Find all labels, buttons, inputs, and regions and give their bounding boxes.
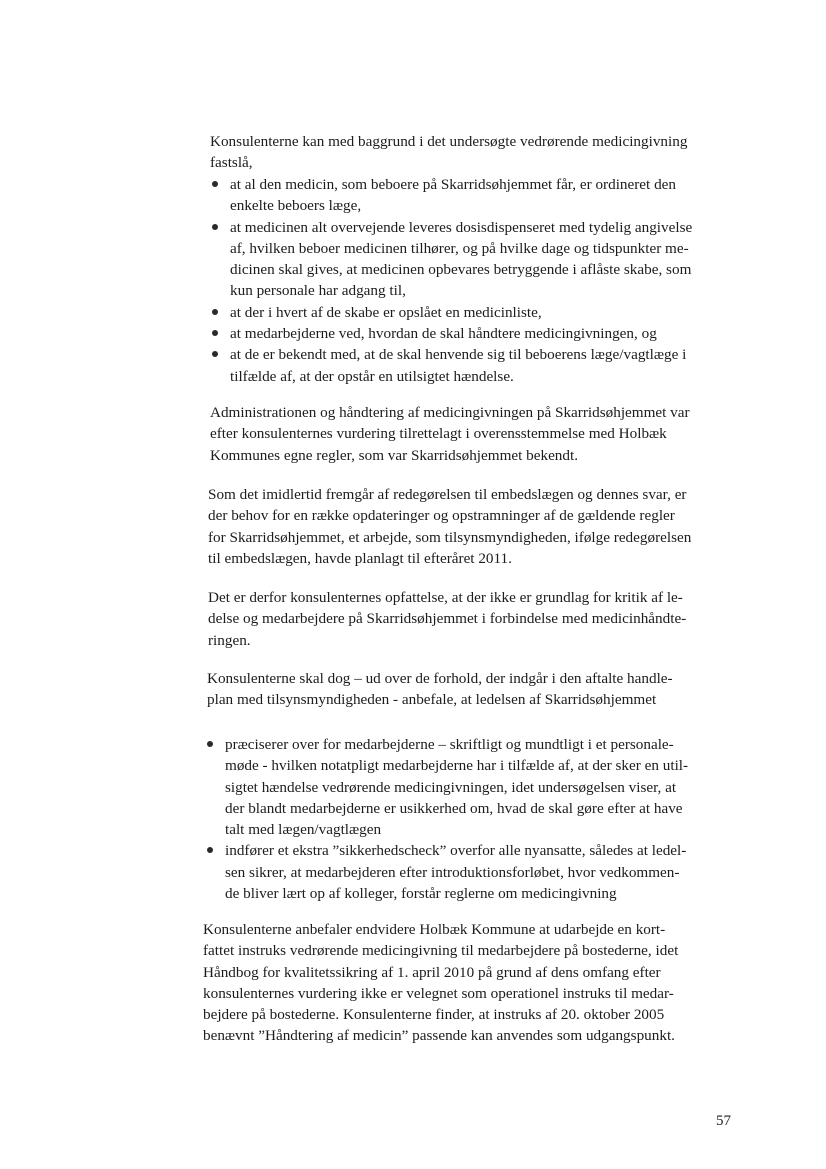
text-line: talt med lægen/vagtlægen bbox=[225, 821, 382, 839]
anbefale-paragraph bbox=[207, 668, 673, 711]
text-line: Administrationen og håndtering af medicingivningen på Skarridsøhjemmet var bbox=[210, 404, 690, 421]
bullet-icon bbox=[212, 181, 218, 187]
page-number: 57 bbox=[716, 1113, 731, 1129]
text-line: efter konsulenternes vurdering tilrettelagt i overensstemmelse med Holbæk bbox=[210, 425, 667, 443]
text-line: indfører et ekstra ”sikkerhedscheck” overfor alle nyansatte, således at ledel- bbox=[225, 842, 687, 860]
text-line: Det er derfor konsulenternes opfattelse, at der ikke er grundlag for kritik af le- bbox=[208, 589, 683, 606]
text-line: dicinen skal gives, at medicinen opbevares betryggende i aflåste skabe, som bbox=[230, 261, 692, 279]
text-line: at der i hvert af de skabe er opslået en medicinliste, bbox=[230, 303, 542, 321]
bullet-icon bbox=[212, 330, 218, 336]
findings-list bbox=[210, 174, 692, 387]
text-line: at de er bekendt med, at de skal henvende sig til beboerens læge/vagtlæge i bbox=[230, 346, 687, 364]
text-line: fattet instruks vedrørende medicingivning til medarbejdere på bostederne, idet bbox=[203, 942, 679, 960]
bullet-icon bbox=[207, 847, 213, 853]
text-line: fastslå, bbox=[210, 154, 253, 172]
bullet-icon bbox=[212, 351, 218, 357]
redegorelse-paragraph bbox=[208, 484, 691, 569]
text-line: sen sikrer, at medarbejderen efter introduktionsforløbet, hvor vedkommen- bbox=[225, 863, 680, 881]
list-item bbox=[210, 323, 692, 344]
bullet-icon bbox=[207, 741, 213, 747]
list-item bbox=[210, 344, 692, 387]
text-line: de bliver lært op af kolleger, forstår reglerne om medicingivning bbox=[225, 885, 617, 903]
instruks-paragraph bbox=[203, 919, 678, 1047]
recommendations-list bbox=[205, 734, 688, 904]
text-line: konsulenternes vurdering ikke er velegnet som operationel instruks til medar- bbox=[203, 984, 674, 1002]
text-line: plan med tilsynsmyndigheden - anbefale, at ledelsen af Skarridsøhjemmet bbox=[207, 691, 657, 709]
list-item bbox=[210, 174, 692, 217]
text-line: at medicinen alt overvejende leveres dosisdispenseret med tydelig angivelse bbox=[230, 218, 693, 236]
text-line: for Skarridsøhjemmet, et arbejde, som tilsynsmyndigheden, ifølge redegørelsen bbox=[208, 528, 692, 546]
list-item bbox=[210, 217, 692, 302]
text-line: Håndbog for kvalitetssikring af 1. april 2010 på grund af dens omfang efter bbox=[203, 963, 661, 981]
text-line: kun personale har adgang til, bbox=[230, 282, 406, 300]
bullet-icon bbox=[212, 309, 218, 315]
text-line: til embedslægen, havde planlagt til efteråret 2011. bbox=[208, 549, 512, 567]
text-line: bejdere på bostederne. Konsulenterne finder, at instruks af 20. oktober 2005 bbox=[203, 1006, 665, 1024]
text-line: sigtet hændelse vedrørende medicingivningen, idet undersøgelsen viser, at bbox=[225, 778, 677, 796]
list-item bbox=[205, 840, 688, 904]
text-line: Konsulenterne skal dog – ud over de forhold, der indgår i den aftalte handle- bbox=[207, 670, 673, 687]
text-line: benævnt ”Håndtering af medicin” passende kan anvendes som udgangspunkt. bbox=[203, 1027, 675, 1045]
text-line: der blandt medarbejderne er usikkerhed om, hvad de skal gøre efter at have bbox=[225, 799, 683, 817]
administration-paragraph bbox=[210, 402, 690, 466]
text-line: at al den medicin, som beboere på Skarridsøhjemmet får, er ordineret den bbox=[230, 176, 676, 193]
list-item bbox=[205, 734, 688, 840]
intro-paragraph bbox=[210, 131, 687, 174]
text-line: at medarbejderne ved, hvordan de skal håndtere medicingivningen, og bbox=[230, 325, 657, 343]
text-line: Kommunes egne regler, som var Skarridsøhjemmet bekendt. bbox=[210, 446, 579, 464]
text-line: Konsulenterne anbefaler endvidere Holbæk Kommune at udarbejde en kort- bbox=[203, 921, 666, 938]
text-line: møde - hvilken notatpligt medarbejderne har i tilfælde af, at der sker en util- bbox=[225, 757, 689, 775]
text-line: Konsulenterne kan med baggrund i det undersøgte vedrørende medicingivning bbox=[210, 133, 688, 150]
text-line: af, hvilken beboer medicinen tilhører, og på hvilke dage og tidspunkter me- bbox=[230, 239, 689, 257]
bullet-icon bbox=[212, 224, 218, 230]
list-item bbox=[210, 302, 692, 323]
text-line: enkelte beboers læge, bbox=[230, 197, 362, 215]
text-line: der behov for en række opdateringer og opstramninger af de gældende regler bbox=[208, 507, 675, 525]
text-line: Som det imidlertid fremgår af redegørelsen til embedslægen og dennes svar, er bbox=[208, 486, 687, 503]
text-line: præciserer over for medarbejderne – skriftligt og mundtligt i et personale- bbox=[225, 736, 674, 753]
text-line: ringen. bbox=[208, 631, 251, 649]
text-line: tilfælde af, at der opstår en utilsigtet hændelse. bbox=[230, 367, 514, 385]
kritik-paragraph bbox=[208, 587, 686, 651]
text-line: delse og medarbejdere på Skarridsøhjemmet i forbindelse med medicinhåndte- bbox=[208, 610, 687, 628]
